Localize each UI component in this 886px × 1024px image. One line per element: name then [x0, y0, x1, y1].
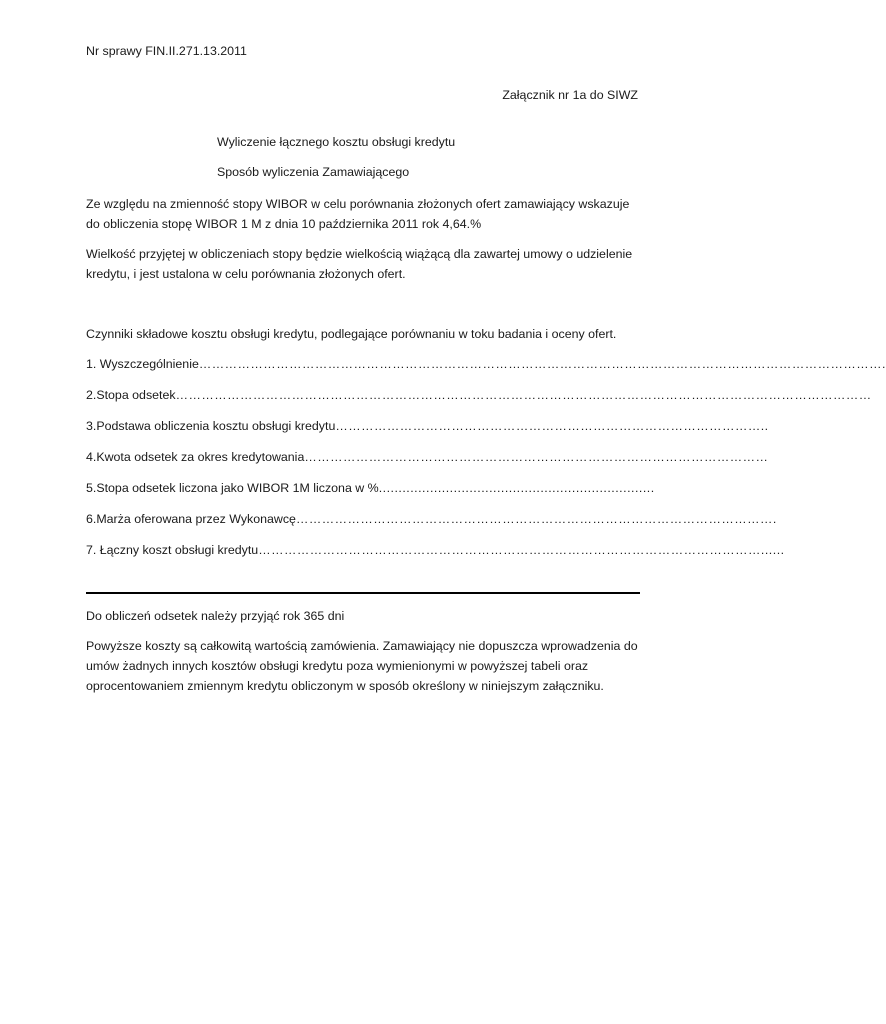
list-item-label: 2.Stopa odsetek [86, 388, 176, 402]
attachment-label: Załącznik nr 1a do SIWZ [502, 88, 638, 102]
list-item-dots: ……………………………………………………………………………………………………………………………………………… [175, 388, 872, 402]
list-item-dots: ...................................................................... [378, 481, 655, 495]
list-item [86, 356, 886, 372]
list-item-dots: …………………………………………………………………………………………………. [295, 512, 777, 526]
wibor-paragraph: Ze względu na zmienność stopy WIBOR w celu porównania złożonych ofert zamawiający wskazuje do obliczenia stopę WIBOR 1 M z dnia 10 października 2011 rok 4,64.% [86, 197, 630, 231]
list-item [86, 418, 769, 434]
binding-rate-paragraph: Wielkość przyjętej w obliczeniach stopy będzie wielkością wiążącą dla zawartej umowy o udzielenie kredytu, i jest ustalona w celu porównania złożonych ofert. [86, 247, 633, 281]
case-number: Nr sprawy FIN.II.271.13.2011 [86, 44, 247, 58]
list-item-dots: ……………………………………………………………………………………………………………………………………………. [198, 357, 886, 371]
list-item [86, 387, 872, 403]
list-item [86, 449, 769, 465]
list-item-label: 4.Kwota odsetek za okres kredytowania [86, 450, 305, 464]
list-item-dots: ………………………………………………………………………………………………………...... [258, 543, 785, 557]
list-item-label: 5.Stopa odsetek liczona jako WIBOR 1M liczona w % [86, 481, 379, 495]
document-subtitle: Sposób wyliczenia Zamawiającego [217, 165, 410, 179]
list-item-dots: ……………………………………………………………………………………….. [335, 419, 769, 433]
list-item [86, 480, 655, 496]
list-item-label: 6.Marża oferowana przez Wykonawcę [86, 512, 296, 526]
document-title: Wyliczenie łącznego kosztu obsługi kredytu [217, 135, 456, 149]
list-item-label: 1. Wyszczególnienie [86, 357, 199, 371]
list-item-label: 7. Łączny koszt obsługi kredytu [86, 543, 259, 557]
horizontal-divider [86, 592, 640, 594]
list-item [86, 511, 777, 527]
components-intro: Czynniki składowe kosztu obsługi kredytu, podlegające porównaniu w toku badania i oceny ofert. [86, 327, 617, 341]
list-item-dots: ……………………………………………………………………………………………… [304, 450, 769, 464]
list-item [86, 542, 785, 558]
list-item-label: 3.Podstawa obliczenia kosztu obsługi kredytu [86, 419, 336, 433]
total-value-note: Powyższe koszty są całkowitą wartością zamówienia. Zamawiający nie dopuszcza wprowadzenia do umów żadnych innych kosztów obsługi kredytu poza wymienionymi w powyższej tabeli oraz oprocentowaniem zmiennym kredytu obliczonym w sposób określony w niniejszym załączniku. [86, 639, 638, 693]
days-note: Do obliczeń odsetek należy przyjąć rok 365 dni [86, 609, 345, 623]
